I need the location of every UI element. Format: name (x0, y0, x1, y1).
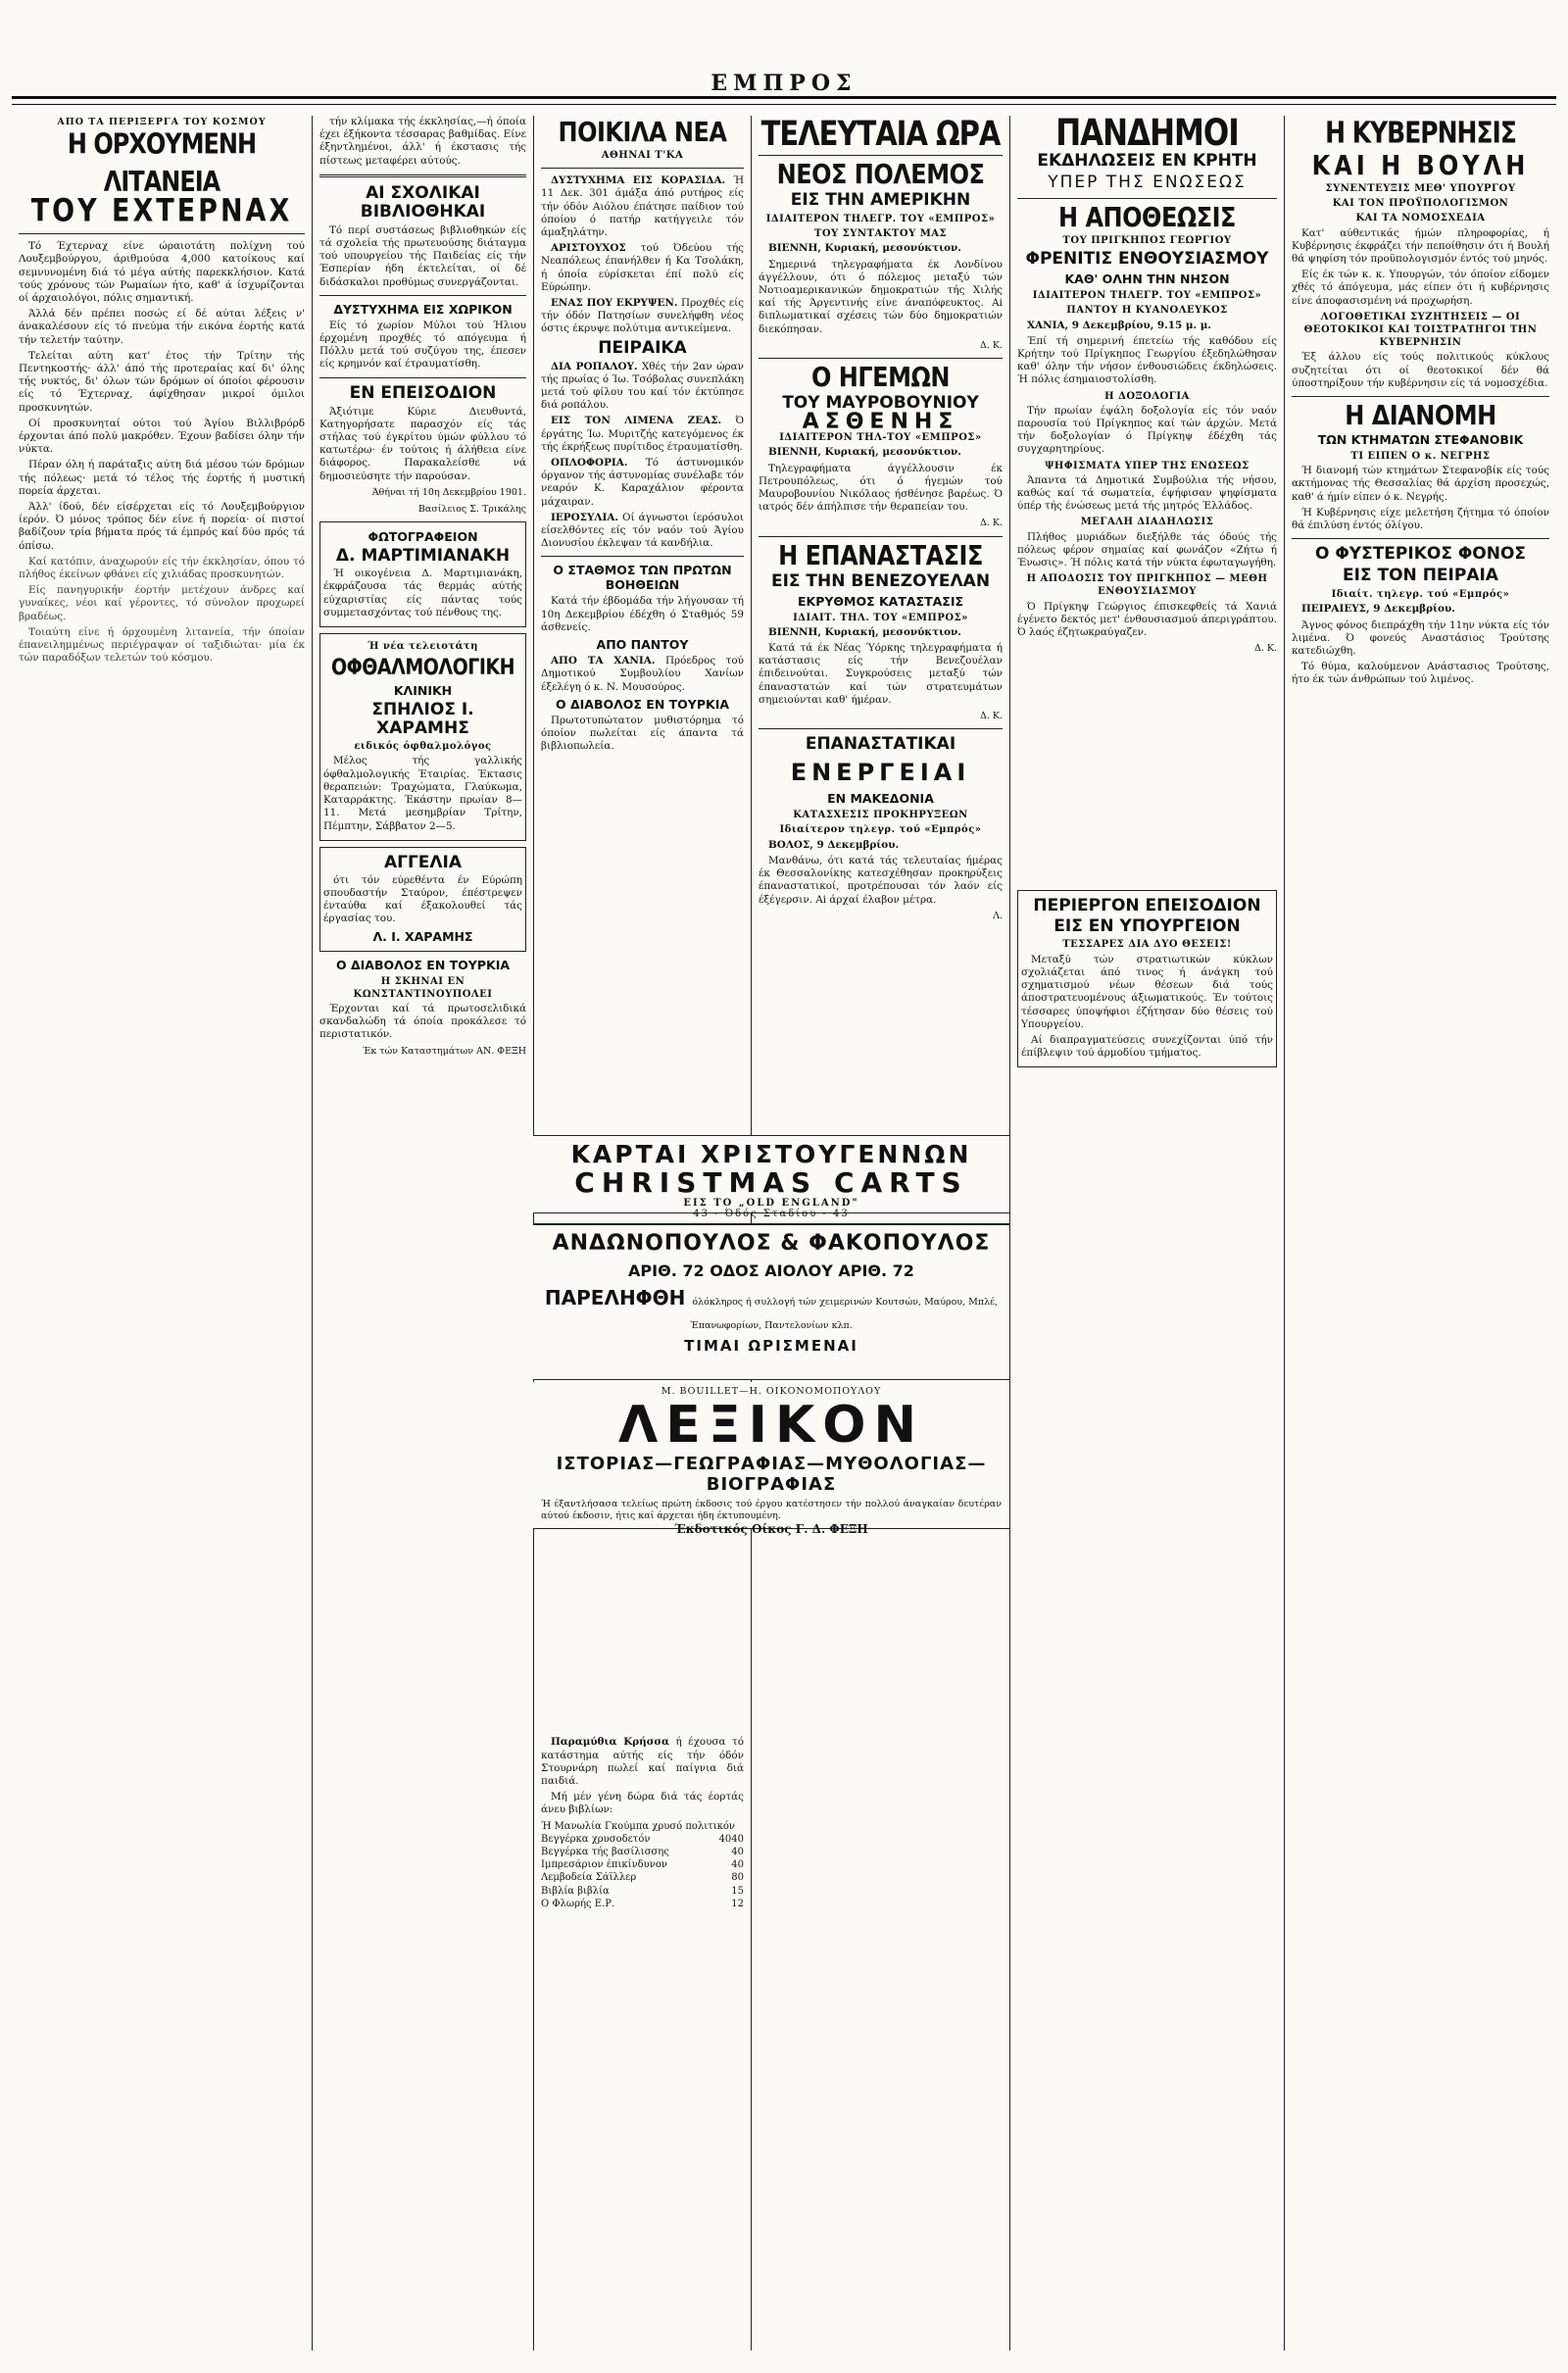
masthead-title: ΕΜΠΡΟΣ (710, 71, 858, 96)
news-item (541, 242, 744, 294)
devil-signature: Έκ τών Καταστημάτων ΑΝ. ΦΕΞΗ (362, 1045, 526, 1057)
col5-rule (1017, 198, 1277, 199)
col2-rule (319, 295, 526, 296)
frenzy-headline: ΦΡΕΝΙΤΙΣ ΕΝΘΟΥΣΙΑΣΜΟΥ (1025, 249, 1269, 270)
lexicon-publisher-house: Έκδοτικός Οίκος Γ. Δ. ΦΕΞΗ (674, 1522, 868, 1536)
wire-label: ΙΔΙΑΙΤΕΡΟΝ ΤΗΛΕΓΡ. ΤΟΥ «ΕΜΠΡΟΣ» (765, 214, 996, 224)
book-title: Ιμπρεσάριον έπικίνδυνον (541, 1859, 667, 1871)
wire-sublabel: ΤΟΥ ΣΥΝΤΑΚΤΟΥ ΜΑΣ (813, 228, 948, 240)
story-text: Σημερινά τηλεγραφήματα έκ Λονδίνου άγγέλλουν, ότι ό πόλεμος μεταξύ τών Νοτιοαμερικανικών δημοκρατιών τής Χιλής καί τής Άργεντινής είνε άναπόφευκτος. Ai διπλωματικαί σχέσεις τών δύο δημοκρατιών διεκόπησαν. (759, 258, 1003, 335)
news-item-title: Παραμύθια Κρήσσα (551, 1736, 670, 1749)
col1-paragraph: Άλλ' ίδού, δέν είσέρχεται είς τό Λουξεμβούργιον ίερόν. Ό μόνος τρόπος δέν είνε ή πορεία· οί πιστοί βαδίζουν τρία βήματα πρός τά έμπρός καί δύο πρός τά όπίσω. (19, 501, 305, 552)
story-text: Πλήθος μυριάδων διεξήλθε τάς όδούς τής πόλεως φέρον σημαίας καί φωνάζον «Ζήτω ή Ένωσις». Ή πόλις κατά τήν νύκτα έφωταγωγήθη. (1017, 530, 1277, 569)
lexicon-text: Ή έξαντλήσασα τελείως πρώτη έκδοσις τού έργου κατέστησεν τήν πολλού άναγκαίαν δευτέραν αύτού έκδοσιν, ήτις καί άρχεται ήδη έκτυπουμένη. (541, 1499, 1002, 1521)
macedonia-headline: ΕΠΑΝΑΣΤΑΤΙΚΑΙ (805, 734, 956, 755)
page-columns (12, 116, 1556, 2350)
lexicon-publisher: Μ. BOUILLET—Η. ΟΙΚΟΝΟΜΟΠΟΥΛΟΥ (661, 1386, 882, 1397)
section-title: ΜΕΓΑΛΗ ΔΙΑΔΗΛΩΣΙΣ (1080, 517, 1214, 528)
story-text: Μανθάνω, ότι κατά τάς τελευταίας ήμέρας έκ Θεσσαλονίκης κατεσχέθησαν προκηρύξεις έπαναστατικοί, προτρέπουσαι τόν λαόν είς έξέγερσιν. Ai άρχαί έλαβον μέτρα. (759, 854, 1003, 906)
col1-kicker: ΑΠΟ ΤΑ ΠΕΡΙΞΕΡΓΑ ΤΟΥ ΚΟΣΜΟΥ (57, 117, 267, 127)
shop-arrival-note: όλόκληρος ή συλλογή τών χειμερινών Κουτσών, Μαύρου, Μπλέ, Έπανωφορίων, Παντελονίων κλπ. (690, 1297, 999, 1331)
story-text: Κατ' αύθεντικάς ήμών πληροφορίας, ή Κυβέρνησις έκφράζει τήν πεποίθησιν ότι ή Βουλή θά ψηφίση τόν προϋπολογισμόν έντός τού μηνός. (1292, 226, 1549, 266)
section-title: ΛΟΓΟΘΕΤΙΚΑΙ ΣΥΖΗΤΗΣΕΙΣ — ΟΙ ΘΕΟΤΟΚΙΚΟΙ ΚΑΙ ΤΟΙΣΤΡΑΤΗΓΟΙ ΤΗΝ ΚΥΒΕΡΝΗΣΙΝ (1303, 311, 1538, 349)
clinic-ad-subtitle: ΚΛΙΝΙΚΗ (393, 683, 453, 699)
misfortune-headline: ΔΥΣΤΥΧΗΜΑ ΕΙΣ ΧΩΡΙΚΟΝ (333, 301, 513, 317)
pireus-section-title: ΠΕΙΡΑΙΚΑ (598, 337, 687, 358)
story-text: Ό Πρίγκηψ Γεώργιος έπισκεφθείς τά Χανιά έγένετο δεκτός μετ' ένθουσιασμού άπεριγράπτου. Ό λαός έζητωκραύγαζεν. (1017, 600, 1277, 639)
macedonia-headline-2: ΕΝΕΡΓΕΙΑΙ (790, 759, 971, 787)
news-item-title: ΑΡΙΣΤΟΥΧΟΣ (551, 242, 626, 255)
episode-headline: ΠΕΡΙΕΡΓΟΝ ΕΠΕΙΣΟΔΙΟΝ (1033, 896, 1261, 916)
distribution-subhead-2: ΤΙ ΕΙΠΕΝ Ο κ. ΝΕΓΡΗΣ (1350, 451, 1491, 463)
photo-ad-text: Ή οικογένεια Δ. Μαρτιμιανάκη, έκφράζουσα τάς θερμάς αύτής εύχαριστίας είς πάντας τούς συμμετασχόντας τού πένθους της. (323, 568, 522, 618)
apotheosis-headline: Η ΑΠΟΘΕΩΣΙΣ (1058, 201, 1236, 234)
shop-arrival-title: ΠΑΡΕΛΗΦΘΗ (544, 1286, 686, 1310)
column-1 (12, 116, 312, 2350)
schools-text: Τό περί συστάσεως βιβλιοθηκών είς τά σχολεία τής πρωτευούσης διάταγμα τού υπουργείου τής Παιδείας είς τήν Έσπερίαν ήδη έκτελείται, οί δέ διδάσκαλοι προθύμως συνεργάζονται. (319, 223, 526, 288)
story-text: Είς έκ τών κ. κ. Υπουργών, τόν όποίον είδομεν χθές τό άπόγευμα, μάς είπεν ότι ή κυβέρνησις είνε άποφασισμένη νά προχωρήση. (1292, 269, 1549, 307)
episode-subhead: ΕΙΣ ΕΝ ΥΠΟΥΡΓΕΙΟΝ (1054, 916, 1241, 937)
book-price: 12 (731, 1898, 744, 1909)
news-item (541, 457, 744, 509)
new-war-subhead: ΕΙΣ ΤΗΝ ΑΜΕΡΙΚΗΝ (790, 190, 971, 210)
book-price: 15 (731, 1885, 744, 1897)
story-text: Τό θύμα, καλούμενον Ανάστασιος Τρούτσης, ήτο έκ τών άνθρώπων τού λιμένος. (1292, 661, 1549, 686)
book-price: 40 (731, 1859, 744, 1871)
book-price: 40 (718, 1833, 732, 1845)
col4-rule (759, 536, 1003, 537)
wire-label: ΙΔΙΑΙΤΕΡΟΝ ΤΗΛΕΓΡ. ΤΟΥ «ΕΜΠΡΟΣ» (1032, 290, 1262, 302)
news-item-title: ΑΠΟ ΤΑ ΧΑΝΙΑ. (551, 655, 656, 667)
christmas-cards-address: 43 - Όδός Σταδίου - 43 (693, 1209, 850, 1219)
revolution-headline: Η ΕΠΑΝΑΣΤΑΣΙΣ (778, 539, 983, 571)
apotheosis-subhead: ΤΟΥ ΠΡΙΓΚΗΠΟΣ ΓΕΩΡΓΙΟΥ (1062, 235, 1232, 246)
news-item-text: Χθές τήν 2αν ώραν τής πρωίας ό Ίω. Τσόβολας συνεπλάκη μετά τού φίλου του καί τόν έκτύπησε διά ροπάλου. (541, 360, 744, 412)
wire-label: Ιδιαίτερον τηλεγρ. τού «Εμπρός» (779, 824, 982, 836)
news-item-title: ΙΕΡΟΣΥΛΙΑ. (551, 511, 619, 523)
clinic-ad-title: ΟΦΘΑΛΜΟΛΟΓΙΚΗ (330, 655, 515, 680)
section-title: Η ΔΟΞΟΛΟΓΙΑ (1104, 390, 1190, 402)
col1-rule (19, 233, 305, 234)
news-item (541, 512, 744, 551)
col4-rule (759, 155, 1003, 156)
book-title: Ή Μανωλία Γκούμπα χρυσό πολιτικόν (541, 1820, 735, 1832)
section-title: ΠΑΝΤΟΥ Η ΚΥΑΝΟΛΕΥΚΟΣ (1066, 305, 1228, 317)
news-item-title: ΕΝΑΣ ΠΟΥ ΕΚΡΥΨΕΝ. (551, 297, 678, 310)
story-text: Άπαντα τά Δημοτικά Συμβούλια τής νήσου, καθώς καί τά σωματεία, έψήφισαν ψηφίσματα ύπέρ τής ένώσεως μετά τής μητρός Έλλάδος. (1017, 473, 1277, 513)
col1-paragraph: Τελείται αύτη κατ' έτος τήν Τρίτην τής Πεντηκοστής· άλλ' άπό τής προτεραίας καί δι' όλης τής νυκτός, δι' όλων τών δρόμων οί όποίοι φέρουσιν είς τό Έχτερναχ, άφίχθησαν μικροί όμιλοι προσκυνητών. (19, 349, 305, 414)
book-title: Βεγγέρκα τής βασίλισσης (541, 1846, 669, 1857)
distribution-headline: Η ΔΙΑΝΟΜΗ (1345, 399, 1496, 432)
murder-headline: Ο ΦΥΣΤΕΡΙΚΟΣ ΦΟΝΟΣ (1314, 544, 1527, 565)
story-text: Έπί τή σημερινή έπετείω τής καθόδου είς Κρήτην τού Πρίγκηπος Γεωργίου έξεδηλώθησαν καθ' όλην τήν νήσον ένθουσιώδεις έκδηλώσεις. Ή πόλις έσημαιοστολίσθη. (1017, 334, 1277, 386)
interview-label: ΣΥΝΕΝΤΕΥΞΙΣ ΜΕΘ' ΥΠΟΥΡΓΟΥ (1325, 183, 1516, 194)
news-item (541, 361, 744, 413)
incident-date: Άθήναι τή 10η Δεκεμβρίου 1901. (371, 486, 526, 498)
clinic-ad-kicker: Ή νέα τελειοτάτη (368, 641, 478, 653)
story-text: Τήν πρωίαν έψάλη δοξολογία είς τόν ναόν παρουσία τού Πρίγκηπος καί τών άρχών. Μετά τήν δοξολογίαν ό Πρίγκηψ έδέχθη τάς συγχαρητηρίους. (1017, 404, 1277, 456)
news-item-text: Ό έργάτης Ίω. Μυριτζής κατεγόμενος έκ τής έκρήξεως πυρίτιδος έτραυματίσθη. (541, 415, 744, 453)
news-item-title: ΕΙΣ ΤΟΝ ΛΙΜΕΝΑ ΖΕΑΣ. (551, 415, 722, 427)
prince-subhead: ΤΟΥ ΜΑΥΡΟΒΟΥΝΙΟΥ (782, 393, 979, 414)
shop-name: ΑΝΔΩΝΟΠΟΥΛΟΣ & ΦΑΚΟΠΟΥΛΟΣ (552, 1231, 991, 1256)
story-text: Τηλεγραφήματα άγγέλλουσιν έκ Πετρουπόλεως, ότι ό ήγεμών τού Μαυροβουνίου Νικόλαος ήσθένησε βαρέως. Ό ιατρός δέν άπήλπισε τήν θεραπείαν του. (759, 462, 1003, 514)
crete-headline: ΠΑΝΔΗΜΟΙ (1055, 116, 1239, 155)
prince-headline: Ο ΗΓΕΜΩΝ (811, 361, 950, 394)
book-title: Ο Φλωρής Ε.Ρ. (541, 1898, 615, 1909)
macedonia-subhead: ΕΝ ΜΑΚΕΔΟΝΙΑ (827, 791, 934, 807)
everywhere-headline: ΑΠΟ ΠΑΝΤΟΥ (596, 637, 689, 653)
dateline: ΒΙΕΝΝΗ, Κυριακή, μεσονύκτιον. (768, 242, 961, 255)
misc-news-subhead: ΑΘΗΝΑΙ Τ'ΚΑ (601, 150, 684, 161)
book-entry (541, 1885, 744, 1898)
first-aid-headline: Ο ΣΤΑΘΜΟΣ ΤΩΝ ΠΡΩΤΩΝ ΒΟΗΘΕΙΩΝ (553, 563, 732, 593)
book-price: 40 (731, 1846, 744, 1857)
christmas-cards-banner (533, 1135, 1009, 1219)
notice-ad (319, 847, 526, 952)
clothing-shop-banner (533, 1223, 1009, 1380)
book-entry (541, 1871, 744, 1884)
christmas-cards-english: CHRISTMAS CARTS (574, 1166, 968, 1199)
murder-subhead: ΕΙΣ ΤΟΝ ΠΕΙΡΑΙΑ (1343, 566, 1498, 586)
col1-headline-2: ΤΟΥ ΕΧΤΕΡΝΑΧ (30, 193, 293, 230)
story-text: Κατά τά έκ Νέας Ύόρκης τηλεγραφήματα ή κατάστασις είς τήν Βενεζουέλαν έπιδεινούται. Συγκρούσεις μεταξύ τών έπαναστατών καί τών στρατευμάτων σημειούνται καθ' ήμέραν. (759, 642, 1003, 706)
incident-signature: Βασίλειος Σ. Τρικάλης (417, 504, 526, 516)
notice-text: ότι τόν εύρεθέντα έν Εύρώπη σπουδαστήν Σταύρον, έπέστρεψεν ένταύθα καί έξακολουθεί τάς έργασίας του. (323, 873, 522, 925)
news-item-title: ΔΙΑ ΡΟΠΑΛΟΥ. (551, 360, 638, 372)
eye-clinic-ad (319, 633, 526, 841)
crete-subhead: ΕΚΔΗΛΩΣΕΙΣ ΕΝ ΚΡΗΤΗ (1037, 151, 1257, 171)
col1-paragraph: Τό Έχτερναχ είνε ώραιοτάτη πολίχνη τού Λουξεμβούργου, άριθμούσα 4,000 κατοίκους καί σεμνυνομένη διά τό μέγα αύτής παρεκκλήσιον. Κατά τούς χρόνους τών Ρωμαίων ήτο, καθ' ά ίσχυρίζονται οί άρχαιολόγοι, πόλις σημαντική. (19, 240, 305, 305)
masthead (12, 71, 1556, 99)
budget-label: ΚΑΙ ΤΟΝ ΠΡΟΫΠΟΛΟΓΙΣΜΟΝ (1332, 198, 1509, 210)
revolution-subhead: ΕΙΣ ΤΗΝ ΒΕΝΕΖΟΥΕΛΑΝ (770, 570, 991, 591)
news-item (541, 1736, 744, 1788)
christmas-cards-store: ΕΙΣ ΤΟ „OLD ENGLAND" (683, 1198, 859, 1209)
incident-text: Άξιότιμε Κύριε Διευθυντά, Κατηγορήσατε παρασχόν είς τάς στήλας τού έγκρίτου ύμών φύλλου τό κατωτέρω· έν τούτοις ή άλήθεια είνε διάφορος. Παρακαλείσθε νά δημοσιεύσητε τήν παρούσαν. (319, 405, 526, 482)
story-signature: Δ. Κ. (979, 518, 1003, 529)
col1-paragraph: Οί προσκυνηταί ούτοι τού Άγίου Βιλλιβρόρδ έρχονται άπό πολύ μακρόθεν. Έχουν βαδίσει όλην τήν νύκτα. (19, 417, 305, 456)
story-text: Έξ άλλου είς τούς πολιτικούς κύκλους συζητείται ότι οί θεοτοκικοί δέν θά ύποστηρίξουν τήν κυβέρνησιν είς τά νομοσχέδια. (1292, 351, 1549, 389)
devil-novel-text: Πρωτοτυπώτατον μυθιστόρημα τό όποίον πωλείται είς άπαντα τά βιβλιοπωλεία. (541, 714, 744, 753)
episode-text: Αί διαπραγματεύσεις συνεχίζονται ύπό τήν έπίβλεψιν τού άρμοδίου τμήματος. (1021, 1033, 1273, 1060)
devil-headline: Ο ΔΙΑΒΟΛΟΣ ΕΝ ΤΟΥΡΚΙΑ (335, 957, 511, 972)
devil-novel-headline: Ο ΔΙΑΒΟΛΟΣ ΕΝ ΤΟΥΡΚΙΑ (555, 696, 730, 712)
col4-rule (759, 728, 1003, 729)
story-signature: Λ. (993, 910, 1003, 921)
section-title: ΨΗΦΙΣΜΑΤΑ ΥΠΕΡ ΤΗΣ ΕΝΩΣΕΩΣ (1045, 460, 1250, 471)
news-item (541, 297, 744, 336)
news-item (541, 174, 744, 239)
misc-news-headline: ΠΟΙΚΙΛΑ ΝΕΑ (558, 116, 727, 149)
news-item-text: Οί άγνωστοι ίερόσυλοι είσελθόντες είς τόν ναόν τού Άγίου Διονυσίου έκλεψαν τά κανδήλια. (541, 511, 744, 550)
lexicon-subjects: ΙΣΤΟΡΙΑΣ—ΓΕΩΓΡΑΦΙΑΣ—ΜΥΘΟΛΟΓΙΑΣ—ΒΙΟΓΡΑΦΙΑΣ (556, 1454, 987, 1495)
book-entry (541, 1898, 744, 1910)
news-item (541, 655, 744, 694)
distribution-subhead: ΤΩΝ ΚΤΗΜΑΤΩΝ ΣΤΕΦΑΝΟΒΙΚ (1317, 432, 1524, 448)
shop-arrival (533, 1286, 1009, 1333)
book-title: Βιβλία βιβλία (541, 1885, 610, 1897)
dateline: ΒΙΕΝΝΗ, Κυριακή, μεσονύκτιον. (768, 446, 961, 459)
government-subhead: ΚΑΙ Η ΒΟΥΛΗ (1311, 149, 1530, 182)
bills-label: ΚΑΙ ΤΑ ΝΟΜΟΣΧΕΔΙΑ (1355, 213, 1486, 224)
col6-rule (1292, 396, 1549, 397)
col3-rule (541, 556, 744, 557)
schools-headline: ΑΙ ΣΧΟΛΙΚΑΙ ΒΙΒΛΙΟΘΗΚΑΙ (360, 182, 486, 222)
incident-headline: ΕΝ ΕΠΕΙΣΟΔΙΟΝ (349, 382, 497, 403)
photo-ad-title: ΦΩΤΟΓΡΑΦΕΙΟΝ (368, 529, 478, 545)
new-war-headline: ΝΕΟΣ ΠΟΛΕΜΟΣ (776, 158, 985, 191)
story-signature: Δ. Κ. (979, 339, 1003, 351)
last-hour-headline: ΤΕΛΕΥΤΑΙΑ ΩΡΑ (760, 116, 1001, 154)
col1-headline: Η ΟΡΧΟΥΜΕΝΗ ΛΙΤΑΝΕΙΑ (67, 127, 257, 199)
clinic-ad-text: Μέλος τής γαλλικής όφθαλμολογικής Έταιρίας. Έκτασις θεραπειών: Τραχώματα, Γλαύκωμα, Καταρράκτης. Έκάστην πρωίαν 8—11. Μετά μεσημβρίαν Τρίτην, Πέμπτην, Σάββατον 2—5. (323, 755, 522, 832)
book-entry (541, 1858, 744, 1871)
lexicon-title: ΛΕΞΙΚΟΝ (618, 1396, 924, 1455)
frenzy-subhead: ΚΑΘ' ΟΛΗΝ ΤΗΝ ΝΗΣΟΝ (1064, 272, 1230, 287)
col1-filler-paragraph: Είς πανηγυρικήν έορτήν μετέχουν άνδρες καί γυναίκες, νέοι καί γέροντες, τό σύνολον προχωρεί βραδέως. (19, 584, 305, 622)
dateline: ΠΕΙΡΑΙΕΥΣ, 9 Δεκεμβρίου. (1301, 603, 1455, 616)
christmas-cards-title: ΚΑΡΤΑΙ ΧΡΙΣΤΟΥΓΕΝΝΩΝ (570, 1140, 972, 1168)
news-item-text: Τό άστυνομικόν όργανον τής άστυνομίας συνέλαβε τόν νεαρόν Κ. Καραχάλιον φέροντα μάχαιραν. (541, 457, 744, 508)
book-title: Λεμβοδεία Σάϊλλερ (541, 1872, 637, 1884)
story-text: Ή Κυβέρνησις είχε μελετήση ζήτημα τό όποίον θά έπιλύση έντός όλίγου. (1292, 506, 1549, 532)
books-list (541, 1820, 744, 1910)
col6-rule (1292, 538, 1549, 539)
news-item (541, 415, 744, 454)
devil-subhead: Η ΣΚΗΝΑΙ ΕΝ ΚΩΝΣΤΑΝΤΙΝΟΥΠΟΛΕΙ (353, 975, 493, 1000)
notice-title: ΑΓΓΕΛΙΑ (383, 852, 463, 872)
prince-subhead-2: ΑΣΘΕΝΗΣ (802, 410, 959, 435)
misfortune-text: Είς τό χωρίον Μύλοι τού Ήλιου έρχομένη προχθές τό απόγευμα ή Πόλλυ μετά τού συζύγου της, έπεσεν είς κρημνόν καί έτραυματίσθη. (319, 319, 526, 371)
col1-filler-paragraph: Τοιαύτη είνε ή όρχουμένη λιτανεία, τήν όποίαν έπανειλημμένως περιέγραψαν οί ταξιδιώται· μία έκ τών παραδόξων τελετών τού κόσμου. (19, 625, 305, 665)
clinic-ad-name: ΣΠΗΛΙΟΣ Ι. ΧΑΡΑΜΗΣ (371, 700, 474, 739)
book-price: 40 (731, 1833, 744, 1845)
ministry-episode-box (1017, 890, 1277, 1067)
lexicon-banner (533, 1382, 1009, 1536)
col4-rule (759, 358, 1003, 359)
wire-label: ΙΔΙΑΙΤΕΡΟΝ ΤΗΛ-ΤΟΥ «ΕΜΠΡΟΣ» (779, 432, 982, 444)
episode-text: Μεταξύ τών στρατιωτικών κύκλων σχολιάζεται άπό τινος ή άνάγκη τού σχηματισμού νέων θέσεων διά τούς άποστρατευομένους άξιωματικούς. Έν τούτοις τέσσαρες ύποψήφιοι έζήτησαν δύο θέσεις τού Υπουργείου. (1021, 953, 1273, 1030)
photo-ad-name: Δ. ΜΑΡΤΙΜΙΑΝΑΚΗ (335, 546, 511, 567)
dateline: ΒΙΕΝΝΗ, Κυριακή, μεσονύκτιον. (768, 625, 961, 638)
story-signature: Δ. Κ. (979, 711, 1003, 722)
col1-paragraph: Πέραν όλη ή παράταξις αύτη διά μέσου τών δρόμων τής πόλεως· μετά τό τέλος τής έορτής ή μυστική πορεία άρχεται. (19, 459, 305, 497)
section-title: Η ΑΠΟΔΟΣΙΣ ΤΟΥ ΠΡΙΓΚΗΠΟΣ — ΜΕΘΗ ΕΝΘΟΥΣΙΑΣΜΟΥ (1026, 573, 1268, 598)
episode-subhead-2: ΤΕΣΣΑΡΕΣ ΔΙΑ ΔΥΟ ΘΕΣΕΙΣ! (1062, 939, 1232, 951)
news-item-text: τού Όδεύου τής Νεαπόλεως έπανήλθεν ή Κα Τσολάκη, ή όποία εύρίσκεται έπί πολύ είς Εύρώπην. (541, 242, 744, 293)
clinic-ad-speciality: ειδικός όφθαλμολόγος (354, 741, 492, 753)
col3-rule (541, 168, 744, 169)
story-text: Άγνος φόνος διεπράχθη τήν 11ην νύκτα είς τόν λιμένα. Ό φονεύς Αναστάσιος Τρούτσης κατεδιώχθη. (1292, 618, 1549, 658)
shop-address: ΑΡΙΘ. 72 ΟΔΟΣ ΑΙΟΛΟΥ ΑΡΙΘ. 72 (628, 1261, 914, 1280)
book-entry (541, 1833, 744, 1846)
column-6 (1284, 116, 1556, 2350)
banner-space (1017, 659, 1277, 884)
devil-text: Έρχονται καί τά πρωτοσελιδικά σκανδαλώδη τά όποία προκάλεσε τό περιστατικόν. (319, 1002, 526, 1041)
news-item-text: Πρόεδρος τού Δημοτικού Συμβουλίου Χανίων έξελέγη ό κ. Ν. Μουσούρος. (541, 655, 744, 693)
first-aid-text: Κατά τήν έβδομάδα τήν λήγουσαν τή 10η Δεκεμβρίου έδέχθη ό Σταθμός 59 άσθενείς. (541, 595, 744, 633)
col2-rule (319, 377, 526, 378)
dateline: ΧΑΝΙΑ, 9 Δεκεμβρίου, 9.15 μ. μ. (1027, 319, 1211, 331)
story-signature: Δ. Κ. (1253, 643, 1277, 655)
book-price: 80 (731, 1872, 744, 1884)
column-2 (312, 116, 533, 2350)
news-item-text: Ή 11 Δεκ. 301 άμάξα άπό ρυτήρος είς τήν όδόν Αιόλου έπάτησε παίδιον τού όποίου ό πατήρ κατήγγειλε τόν άμαξηλάτην. (541, 174, 744, 239)
col1-filler-paragraph: Καί κατόπιν, άναχωρούν είς τήν έκκλησίαν, όπου τό πλήθος έκείνων φθάνει είς χιλιάδας προσκυνητών. (19, 555, 305, 581)
photo-studio-ad (319, 521, 526, 627)
book-entry (541, 1846, 744, 1858)
shop-prices: ΤΙΜΑΙ ΩΡΙΣΜΕΝΑΙ (684, 1337, 858, 1355)
crete-subhead-2: ΥΠΕΡ ΤΗΣ ΕΝΩΣΕΩΣ (1048, 173, 1247, 192)
news-item-text: Προχθές είς τήν όδόν Πατησίων συνελήφθη νέος όστις έκρυψε πολύτιμα αντικείμενα. (541, 297, 744, 335)
notice-name: Λ. Ι. ΧΑΡΑΜΗΣ (372, 928, 473, 944)
news-item-title: ΔΥΣΤΥΧΗΜΑ ΕΙΣ ΚΟΡΑΣΙΔΑ. (551, 174, 726, 187)
column-5 (1009, 116, 1284, 2350)
col1-paragraph: Άλλά δέν πρέπει ποσώς εί δέ αύται λέξεις ν' άνακαλέσουν είς τό πνεύμα τήν εικόνα έορτής κατά τήν τελετήν ταύτην. (19, 308, 305, 346)
news-item-title: ΟΠΛΟΦΟΡΙΑ. (551, 457, 628, 470)
news-item-text: ή έχουσα τό κατάστημα αύτής είς τήν όδόν Στουρνάρη πωλεί καί παίγνια διά παιδιά. (541, 1736, 744, 1787)
wire-label: ΙΔΙΑΙΤ. ΤΗΛ. ΤΟΥ «ΕΜΠΡΟΣ» (793, 612, 968, 623)
wire-label: Ιδιαίτ. τηλεγρ. τού «Εμπρός» (1331, 589, 1510, 601)
masthead-rule (12, 104, 1556, 105)
government-headline: Η ΚΥΒΕΡΝΗΣΙΣ (1325, 116, 1516, 150)
macedonia-subhead-2: ΚΑΤΑΣΧΕΣΙΣ ΠΡΟΚΗΡΥΞΕΩΝ (793, 810, 968, 821)
revolution-subhead-2: ΕΚΡΥΘΜΟΣ ΚΑΤΑΣΤΑΣΙΣ (797, 593, 964, 609)
books-intro: Μή μέν γένη δώρα διά τάς έορτάς άνευ βιβλίων: (541, 1791, 744, 1816)
story-text: Ή διανομή τών κτημάτων Στεφανοβίκ είς τούς ακτήμονας τής Θεσσαλίας θά άρχίση προσεχώς, καθ' ά ήμίν είπεν ό κ. Νεγρής. (1292, 465, 1549, 503)
col2-rule (319, 174, 526, 177)
book-title: Βεγγέρκα χρυσοδετόν (541, 1833, 651, 1845)
dateline: ΒΟΛΟΣ, 9 Δεκεμβρίου. (768, 838, 900, 851)
col1-body-text (19, 556, 305, 666)
col2-top-text: τήν κλίμακα τής έκκλησίας,—ή όποία έχει έξήκοντα τέσσαρας βαθμίδας. Είνε έξηντλημένοι, άλλ' ή έκστασις τής πίστεως μεταφέρει αύτούς. (319, 116, 526, 167)
